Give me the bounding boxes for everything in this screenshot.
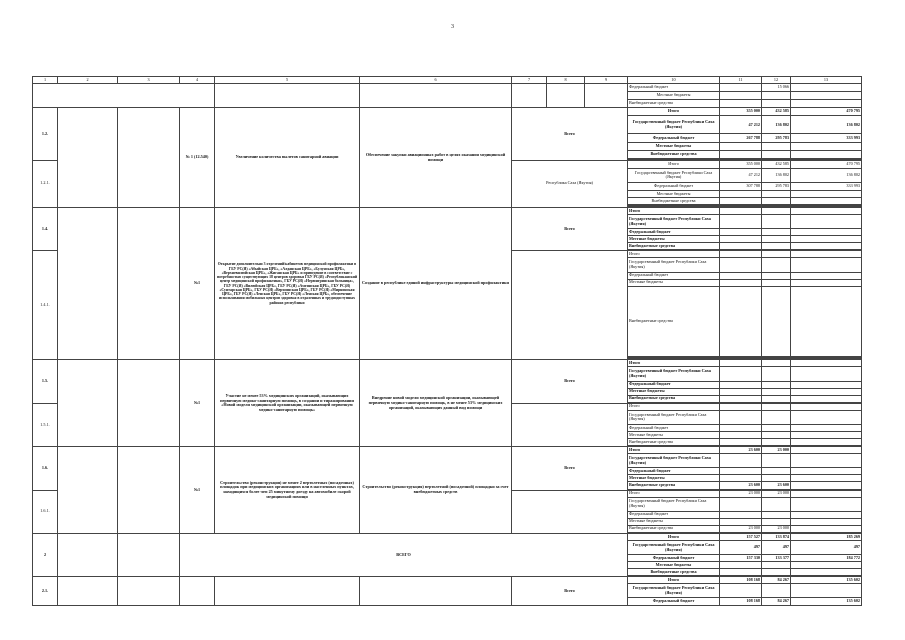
budget-label: Внебюджетные средства: [628, 150, 720, 158]
budget-label: Местные бюджеты: [628, 432, 720, 439]
budget-label: Внебюджетные средства: [628, 286, 720, 357]
budget-label: Местные бюджеты: [628, 388, 720, 395]
budget-label: Местные бюджеты: [628, 190, 720, 197]
budget-label: Итого: [628, 533, 720, 540]
value-cell: 432 585: [762, 160, 791, 168]
value-cell: 133 874: [762, 533, 791, 540]
budget-label: Государственный бюджет Республики Саха (Якутия): [628, 116, 720, 134]
value-cell: 355 000: [720, 108, 762, 116]
value-cell: 135 602: [791, 598, 862, 606]
value-cell: 23 600: [762, 482, 791, 489]
budget-label: Местные бюджеты: [628, 279, 720, 286]
region-label: Республика Саха (Якутия): [512, 160, 628, 207]
row-number: 1.6.: [33, 447, 58, 490]
value-cell: 23 600: [720, 447, 762, 454]
budget-label: Итого: [628, 403, 720, 410]
budget-label: Местные бюджеты: [628, 475, 720, 482]
value-cell: 47 212: [720, 168, 762, 182]
value-cell: 185 269: [791, 533, 862, 540]
budget-label: Федеральный бюджет: [628, 84, 720, 92]
vsego-label: Всего: [512, 577, 628, 606]
budget-label: Внебюджетные средства: [628, 525, 720, 532]
budget-label: Местные бюджеты: [628, 518, 720, 525]
column-number: 1: [33, 77, 58, 84]
value-cell: 333 993: [791, 134, 862, 142]
budget-label: Внебюджетные средства: [628, 482, 720, 489]
value-cell: 432 585: [762, 108, 791, 116]
budget-label: Итого: [628, 577, 720, 584]
value-cell: 23 600: [720, 482, 762, 489]
row-number: 2.1.: [33, 577, 58, 606]
row-number: 2: [33, 533, 58, 576]
budget-label: Федеральный бюджет: [628, 182, 720, 190]
project-code: №1: [180, 447, 215, 534]
column-number: 3: [118, 77, 180, 84]
value-cell: 135 602: [791, 577, 862, 584]
value-cell: 84 267: [762, 598, 791, 606]
budget-label: Государственный бюджет Республики Саха (Якутия): [628, 497, 720, 511]
column-number: 9: [585, 77, 628, 84]
row-number: 1.5.: [33, 360, 58, 403]
budget-table: [32, 76, 862, 606]
column-number: 4: [180, 77, 215, 84]
project-code: №1: [180, 360, 215, 447]
budget-label: Федеральный бюджет: [628, 272, 720, 279]
value-cell: 136 802: [762, 116, 791, 134]
value-cell: 470 795: [791, 160, 862, 168]
column-number: 6: [360, 77, 512, 84]
table-row: [33, 208, 862, 215]
budget-label: Внебюджетные средства: [628, 395, 720, 402]
budget-label: Итого: [628, 490, 720, 497]
table-row: [33, 533, 862, 540]
row-number: 1.2.1.: [33, 160, 58, 207]
column-number: 12: [762, 77, 791, 84]
value-cell: 157 330: [720, 555, 762, 562]
project-code: № 1 (12.540): [180, 108, 215, 208]
budget-label: Федеральный бюджет: [628, 229, 720, 236]
value-cell: 84 267: [762, 577, 791, 584]
budget-label: Итого: [628, 447, 720, 454]
project-code: №1: [180, 208, 215, 360]
budget-label: Федеральный бюджет: [628, 134, 720, 142]
column-number: 5: [215, 77, 360, 84]
budget-label: Государственный бюджет Республики Саха (Якутия): [628, 410, 720, 424]
value-cell: 136 802: [791, 168, 862, 182]
page-number: 3: [451, 24, 454, 30]
budget-label: Федеральный бюджет: [628, 555, 720, 562]
budget-label: Федеральный бюджет: [628, 468, 720, 475]
column-number-header: [33, 77, 862, 84]
budget-label: Федеральный бюджет: [628, 511, 720, 518]
value-cell: 136 802: [762, 168, 791, 182]
budget-label: Государственный бюджет Республики Саха (Якутия): [628, 367, 720, 381]
column-number: 13: [791, 77, 862, 84]
budget-label: Итого: [628, 208, 720, 215]
value-cell: 108 168: [720, 598, 762, 606]
row-number: 1.4.: [33, 208, 58, 251]
table-row: [33, 108, 862, 116]
budget-label: Государственный бюджет Республики Саха (Якутия): [628, 584, 720, 598]
value-cell: 47 212: [720, 116, 762, 134]
table-row: [33, 577, 862, 584]
value-cell: 23 000: [720, 525, 762, 532]
column-number: 11: [720, 77, 762, 84]
measure-description: Обеспечение закупки авиационных работ в целях оказания медицинской помощи: [360, 108, 512, 208]
value-cell: 497: [720, 540, 762, 554]
value-cell: 23 000: [762, 490, 791, 497]
table-row: [33, 360, 862, 367]
budget-label: Федеральный бюджет: [628, 424, 720, 431]
measure-name: Открытие дополнительно 3 отделений/кабинетов медицинской профилактики в ГБУ РС(Я) «Абыйская ЦРБ», «Алданская ЦРБ», «Булунская ЦРБ», «Верхневилюйская ЦРБ», «Жиганская ЦРБ» и приведение в соответствие с потребностью существующих 18 центров здоровья ГБУ РС(Я) «Республиканский центр медицинской профилактики», ГБУ РС(Я) «Нерюнгринская больница», ГБУ РС(Я) «Вилюйская ЦРБ», ГБУ РС(Я) «Амгинская ЦРБ», ГБУ РС(Я) «Сунтарская ЦРБ», ГБУ РС(Я) «Верхоянская ЦРБ», ГБУ РС(Я) «Мирнинская ЦРБ», ГБУ РС(Я) «Ленская ЦРБ», ГБУ РС(Я) «Ленская ЦРБ», обеспечение использования мобильных центров здоровья в отдаленных и труднодоступных районах республики: [215, 208, 360, 360]
value-cell: 23 000: [762, 447, 791, 454]
column-number: 7: [512, 77, 547, 84]
value-cell: 133 377: [762, 555, 791, 562]
budget-label: Внебюджетные средства: [628, 569, 720, 576]
column-number: 10: [628, 77, 720, 84]
table-row: [33, 447, 862, 454]
vsego-label: Всего: [512, 447, 628, 490]
value-cell: 333 993: [791, 182, 862, 190]
budget-label: Итого: [628, 160, 720, 168]
value-cell: 470 795: [791, 108, 862, 116]
row-number: 1.5.1.: [33, 403, 58, 446]
measure-name: Участие не менее 53% медицинских организаций, оказывающих первичную медико-санитарную помощь, в создании и тиражировании «Новой модели медицинской организации, оказывающей первичную медико-санитарную помощь»: [215, 360, 360, 447]
budget-label: Федеральный бюджет: [628, 598, 720, 606]
budget-label: Государственный бюджет Республики Саха (Якутия): [628, 215, 720, 229]
value-cell: 136 802: [791, 116, 862, 134]
value-cell: 307 788: [720, 182, 762, 190]
value-cell: 267 788: [720, 134, 762, 142]
value-cell: 15 066: [762, 84, 791, 92]
measure-description: Внедрение новой модели медицинской организации, оказывающей первичную медико-санитарную помощь, в не менее 53% медицинских организаций, оказывающих данный вид помощи: [360, 360, 512, 447]
budget-label: Внебюджетные средства: [628, 197, 720, 204]
vsego-caps-label: ВСЕГО: [180, 533, 628, 576]
row-number: 1.4.1.: [33, 251, 58, 360]
row-number: 1.2.: [33, 108, 58, 160]
budget-label: Итого: [628, 360, 720, 367]
budget-label: Итого: [628, 108, 720, 116]
value-cell: 497: [791, 540, 862, 554]
budget-label: Внебюджетные средства: [628, 100, 720, 108]
vsego-label: Всего: [512, 360, 628, 403]
value-cell: 497: [762, 540, 791, 554]
measure-name: Строительство (реконструкция) не менее 2 вертолетных (посадочных) площадок при медицинских организациях или в населенных пунктах, находящихся более чем 25 минутному доезду на автомобиле скорой медицинской помощи: [215, 447, 360, 534]
budget-label: Внебюджетные средства: [628, 243, 720, 250]
column-number: 2: [58, 77, 118, 84]
budget-label: Местные бюджеты: [628, 92, 720, 100]
value-cell: 184 772: [791, 555, 862, 562]
value-cell: 23 000: [762, 525, 791, 532]
budget-label: Местные бюджеты: [628, 236, 720, 243]
budget-label: Государственный бюджет Республики Саха (Якутия): [628, 540, 720, 554]
table-row: [33, 84, 862, 92]
measure-name: Увеличение количества вылетов санитарной авиации: [215, 108, 360, 208]
measure-description: Создание в республике единой инфраструктуры медицинской профилактики: [360, 208, 512, 360]
budget-label: Местные бюджеты: [628, 562, 720, 569]
value-cell: 108 168: [720, 577, 762, 584]
budget-label: Итого: [628, 251, 720, 258]
value-cell: 23 000: [720, 490, 762, 497]
budget-label: Внебюджетные средства: [628, 439, 720, 446]
value-cell: 355 000: [720, 160, 762, 168]
measure-description: Строительство (реконструкция) вертолетной (посадочной) площадки за счет внебюджетных средств: [360, 447, 512, 534]
budget-label: Государственный бюджет Республики Саха (Якутия): [628, 454, 720, 468]
value-cell: 295 783: [762, 134, 791, 142]
vsego-label: Всего: [512, 208, 628, 251]
vsego-label: Всего: [512, 108, 628, 160]
column-number: 8: [547, 77, 585, 84]
row-number: 1.6.1.: [33, 490, 58, 533]
budget-label: Государственный бюджет Республики Саха (Якутия): [628, 258, 720, 272]
budget-label: Государственный бюджет Республики Саха (Якутия): [628, 168, 720, 182]
budget-label: Федеральный бюджет: [628, 381, 720, 388]
budget-label: Местные бюджеты: [628, 142, 720, 150]
value-cell: 295 783: [762, 182, 791, 190]
value-cell: 157 527: [720, 533, 762, 540]
